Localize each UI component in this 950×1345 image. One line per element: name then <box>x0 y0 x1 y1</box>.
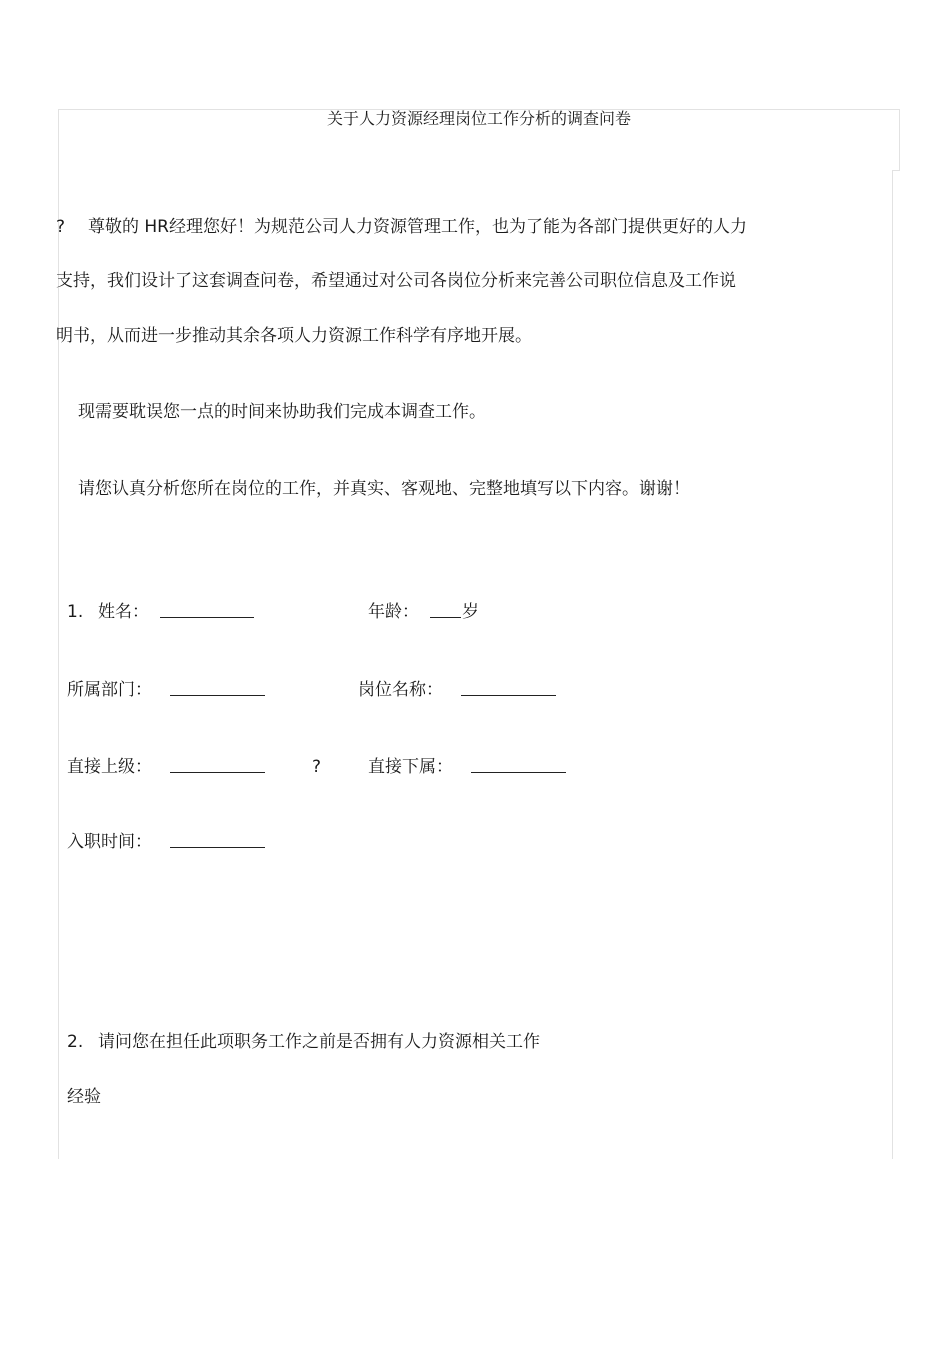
subordinate-label: 直接下属： <box>368 757 453 777</box>
q2-line-1: 请问您在担任此项职务工作之前是否拥有人力资源相关工作 <box>98 1032 540 1052</box>
age-unit: 岁 <box>462 602 479 622</box>
q1-number: 1. <box>67 602 84 622</box>
name-field[interactable] <box>160 601 254 624</box>
name-label: 姓名： <box>98 602 149 622</box>
department-field[interactable] <box>170 679 265 702</box>
intro-line-1: 尊敬的 HR经理您好！为规范公司人力资源管理工作，也为了能为各部门提供更好的人力 <box>88 217 747 237</box>
form-frame-right-lower <box>892 170 893 1159</box>
subordinate-field[interactable] <box>471 756 566 779</box>
instruction-paragraph: 请您认真分析您所在岗位的工作，并真实、客观地、完整地填写以下内容。谢谢！ <box>78 479 690 499</box>
position-field[interactable] <box>461 679 556 702</box>
superior-label: 直接上级： <box>67 757 152 777</box>
intro-line-2: 支持，我们设计了这套调查问卷，希望通过对公司各岗位分析来完善公司职位信息及工作说 <box>56 271 736 291</box>
age-field[interactable] <box>430 601 461 624</box>
form-frame-left <box>58 109 59 1159</box>
document-title: 关于人力资源经理岗位工作分析的调查问卷 <box>326 109 631 128</box>
age-label: 年龄： <box>368 602 419 622</box>
form-frame-step <box>892 170 900 171</box>
intro-bullet: ? <box>56 217 66 237</box>
superior-field[interactable] <box>170 756 265 779</box>
intro-line-3: 明书，从而进一步推动其余各项人力资源工作科学有序地开展。 <box>56 326 532 346</box>
department-label: 所属部门： <box>67 680 152 700</box>
q2-number: 2. <box>67 1032 84 1052</box>
join-date-field[interactable] <box>170 831 265 854</box>
position-label: 岗位名称： <box>358 680 443 700</box>
request-paragraph: 现需要耽误您一点的时间来协助我们完成本调查工作。 <box>78 402 486 422</box>
question-mark: ? <box>312 757 322 777</box>
join-date-label: 入职时间： <box>67 832 152 852</box>
q2-line-2: 经验 <box>67 1087 101 1107</box>
